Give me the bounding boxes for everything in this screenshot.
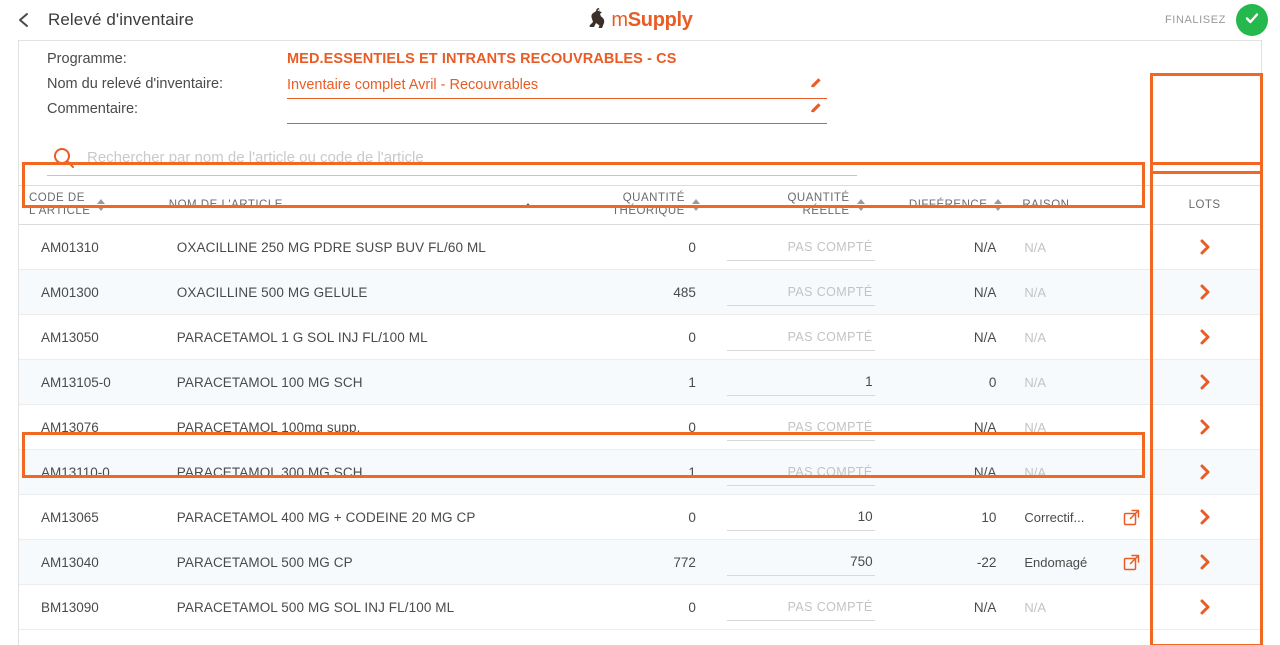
cell-item-code: AM01300: [41, 284, 99, 300]
real-header-line1: QUANTITÉ: [787, 192, 850, 204]
cell-lots[interactable]: [1148, 450, 1261, 494]
actual-quantity-input[interactable]: PAS COMPTÉ: [727, 413, 875, 441]
chevron-right-icon[interactable]: [1190, 502, 1220, 532]
top-bar: [0, 0, 1280, 40]
cell-item-name: PARACETAMOL 500 MG CP: [176, 554, 353, 570]
table-row[interactable]: [19, 405, 1261, 450]
pencil-icon[interactable]: [809, 101, 823, 118]
column-header-actual[interactable]: [710, 186, 875, 224]
cell-difference: N/A: [973, 239, 997, 255]
cell-theoretical-quantity: 1: [688, 464, 696, 480]
sort-icon[interactable]: [692, 199, 700, 211]
search-bar[interactable]: [47, 140, 857, 176]
cell-item-code: AM13050: [41, 329, 99, 345]
cell-item-code: AM01310: [41, 239, 99, 255]
table-row[interactable]: [19, 270, 1261, 315]
cell-theoretical-quantity: 0: [688, 599, 696, 615]
column-header-theoretical[interactable]: [542, 186, 710, 224]
top-bar-actions: [1165, 4, 1280, 36]
actual-quantity-input[interactable]: PAS COMPTÉ: [727, 323, 875, 351]
cell-theoretical-quantity: 485: [673, 284, 696, 300]
cell-actual-quantity[interactable]: [710, 315, 875, 359]
cell-difference: N/A: [973, 599, 997, 615]
chevron-right-icon[interactable]: [1190, 367, 1220, 397]
table-row[interactable]: [19, 315, 1261, 360]
column-header-code[interactable]: [19, 186, 159, 224]
reason-value: N/A: [1024, 239, 1047, 255]
cell-lots[interactable]: [1148, 585, 1261, 629]
comment-label: Commentaire:: [47, 101, 139, 117]
stocktake-panel: [18, 40, 1262, 645]
cell-item-code: AM13076: [41, 419, 99, 435]
table-row[interactable]: [19, 360, 1261, 405]
theo-header-line1: QUANTITÉ: [622, 192, 685, 204]
chevron-right-icon[interactable]: [1190, 592, 1220, 622]
chevron-right-icon[interactable]: [1190, 457, 1220, 487]
column-header-lots: [1148, 186, 1261, 224]
cell-theoretical-quantity: 772: [673, 554, 696, 570]
reason-value: N/A: [1024, 599, 1047, 615]
chevron-right-icon[interactable]: [1190, 232, 1220, 262]
actual-quantity-input[interactable]: PAS COMPTÉ: [727, 233, 875, 261]
reason-value: Endomagé: [1024, 554, 1088, 570]
cell-actual-quantity[interactable]: [710, 225, 875, 269]
external-link-icon[interactable]: [1123, 554, 1140, 571]
cell-item-name: PARACETAMOL 1 G SOL INJ FL/100 ML: [176, 329, 428, 345]
chevron-right-icon[interactable]: [1190, 547, 1220, 577]
back-button[interactable]: [0, 0, 48, 40]
cell-lots[interactable]: [1148, 540, 1261, 584]
reason-value: N/A: [1024, 464, 1047, 480]
brand-m: m: [611, 8, 628, 31]
chevron-left-icon: [16, 11, 32, 29]
actual-quantity-input[interactable]: PAS COMPTÉ: [727, 278, 875, 306]
chevron-right-icon[interactable]: [1190, 322, 1220, 352]
cell-theoretical-quantity: 0: [688, 239, 696, 255]
name-label: Nom du relevé d'inventaire:: [47, 76, 224, 92]
code-header-line1: CODE DE: [29, 192, 85, 204]
table-row[interactable]: [19, 450, 1261, 495]
reason-value: Correctif...: [1024, 509, 1085, 525]
cell-lots[interactable]: [1148, 360, 1261, 404]
programme-label: Programme:: [47, 51, 127, 67]
cell-actual-quantity[interactable]: [710, 540, 875, 584]
cell-lots[interactable]: [1148, 495, 1261, 539]
cell-actual-quantity[interactable]: [710, 495, 875, 539]
brand-text: [611, 9, 692, 32]
column-header-name[interactable]: [159, 186, 542, 224]
cell-item-name: PARACETAMOL 100mg supp.: [176, 419, 361, 435]
actual-quantity-input[interactable]: 1: [727, 368, 875, 396]
name-header-label: NOM DE L'ARTICLE: [168, 198, 283, 211]
cell-lots[interactable]: [1148, 405, 1261, 449]
page-title: Relevé d'inventaire: [48, 10, 194, 29]
table-row[interactable]: [19, 585, 1261, 630]
search-icon[interactable]: [47, 141, 81, 175]
real-header-line2: RÉELLE: [802, 205, 850, 217]
table-row[interactable]: [19, 225, 1261, 270]
cell-theoretical-quantity: 0: [688, 509, 696, 525]
cell-reason[interactable]: [1012, 405, 1148, 449]
column-header-difference[interactable]: [875, 186, 1013, 224]
external-link-icon[interactable]: [1123, 509, 1140, 526]
programme-value: MED.ESSENTIELS ET INTRANTS RECOUVRABLES - CS: [287, 51, 677, 67]
cell-difference: 0: [988, 374, 997, 390]
table-row[interactable]: [19, 495, 1261, 540]
comment-field[interactable]: [287, 101, 827, 124]
cell-item-name: OXACILLINE 500 MG GELULE: [176, 284, 368, 300]
reason-value: N/A: [1024, 284, 1047, 300]
cell-item-code: AM13040: [41, 554, 99, 570]
table-body: [19, 225, 1261, 630]
reason-value: N/A: [1024, 329, 1047, 345]
cell-item-code: BM13090: [41, 599, 99, 615]
brand-supply: Supply: [627, 8, 693, 31]
search-input[interactable]: [81, 148, 857, 167]
name-field[interactable]: [287, 76, 827, 99]
code-header-line2: L'ARTICLE: [29, 205, 91, 217]
cell-item-name: OXACILLINE 250 MG PDRE SUSP BUV FL/60 ML: [176, 239, 486, 255]
cell-difference: 10: [981, 509, 997, 525]
actual-quantity-input[interactable]: PAS COMPTÉ: [727, 593, 875, 621]
cell-reason[interactable]: [1012, 495, 1148, 539]
cell-actual-quantity[interactable]: [710, 405, 875, 449]
cell-item-code: AM13110-0: [41, 464, 110, 480]
cell-reason[interactable]: [1012, 540, 1148, 584]
cell-difference: N/A: [973, 419, 997, 435]
cell-reason[interactable]: [1012, 360, 1148, 404]
cell-theoretical-quantity: 1: [688, 374, 696, 390]
programme-row: [47, 51, 1261, 76]
cell-item-name: PARACETAMOL 500 MG SOL INJ FL/100 ML: [176, 599, 455, 615]
sort-icon-active[interactable]: [524, 203, 532, 208]
cell-item-name: PARACETAMOL 100 MG SCH: [176, 374, 363, 390]
cell-actual-quantity[interactable]: [710, 585, 875, 629]
stocktake-meta: [19, 41, 1261, 126]
chevron-right-icon[interactable]: [1190, 412, 1220, 442]
cell-actual-quantity[interactable]: [710, 360, 875, 404]
cell-reason[interactable]: [1012, 315, 1148, 359]
actual-quantity-input[interactable]: 10: [727, 503, 875, 531]
cell-theoretical-quantity: 0: [688, 329, 696, 345]
sort-icon[interactable]: [994, 199, 1002, 211]
actual-quantity-input[interactable]: PAS COMPTÉ: [727, 458, 875, 486]
reason-value: N/A: [1024, 374, 1047, 390]
cell-lots[interactable]: [1148, 225, 1261, 269]
check-icon: [1243, 9, 1261, 32]
cell-item-name: PARACETAMOL 300 MG SCH: [176, 464, 363, 480]
sort-icon[interactable]: [857, 199, 865, 211]
diff-header-label: DIFFÉRENCE: [908, 198, 988, 211]
comment-row: [47, 101, 1261, 126]
kangaroo-icon: [587, 6, 607, 35]
cell-item-code: AM13065: [41, 509, 99, 525]
chevron-right-icon[interactable]: [1190, 277, 1220, 307]
stocktake-table: [19, 185, 1261, 645]
cell-difference: N/A: [973, 284, 997, 300]
cell-actual-quantity[interactable]: [710, 450, 875, 494]
cell-lots[interactable]: [1148, 315, 1261, 359]
cell-reason[interactable]: [1012, 270, 1148, 314]
actual-quantity-input[interactable]: 750: [727, 548, 875, 576]
cell-item-name: PARACETAMOL 400 MG + CODEINE 20 MG CP: [176, 509, 476, 525]
name-value: Inventaire complet Avril - Recouvrables: [287, 77, 539, 93]
cell-actual-quantity[interactable]: [710, 270, 875, 314]
column-header-reason: [1012, 186, 1148, 224]
table-header-row: [19, 185, 1261, 225]
table-row[interactable]: [19, 540, 1261, 585]
cell-reason[interactable]: [1012, 585, 1148, 629]
cell-reason[interactable]: [1012, 450, 1148, 494]
finalise-button[interactable]: [1236, 4, 1268, 36]
cell-theoretical-quantity: 0: [688, 419, 696, 435]
cell-reason[interactable]: [1012, 225, 1148, 269]
pencil-icon[interactable]: [809, 76, 823, 93]
cell-lots[interactable]: [1148, 270, 1261, 314]
cell-difference: N/A: [973, 464, 997, 480]
finalise-label: FINALISEZ: [1164, 14, 1226, 26]
sort-icon[interactable]: [97, 199, 105, 211]
reason-value: N/A: [1024, 419, 1047, 435]
reason-header-label: RAISON: [1022, 198, 1070, 211]
theo-header-line2: THÉORIQUE: [611, 205, 685, 217]
lots-header-label: LOTS: [1188, 198, 1221, 211]
cell-difference: -22: [976, 554, 997, 570]
name-row: [47, 76, 1261, 101]
cell-difference: N/A: [973, 329, 997, 345]
cell-item-code: AM13105-0: [41, 374, 111, 390]
